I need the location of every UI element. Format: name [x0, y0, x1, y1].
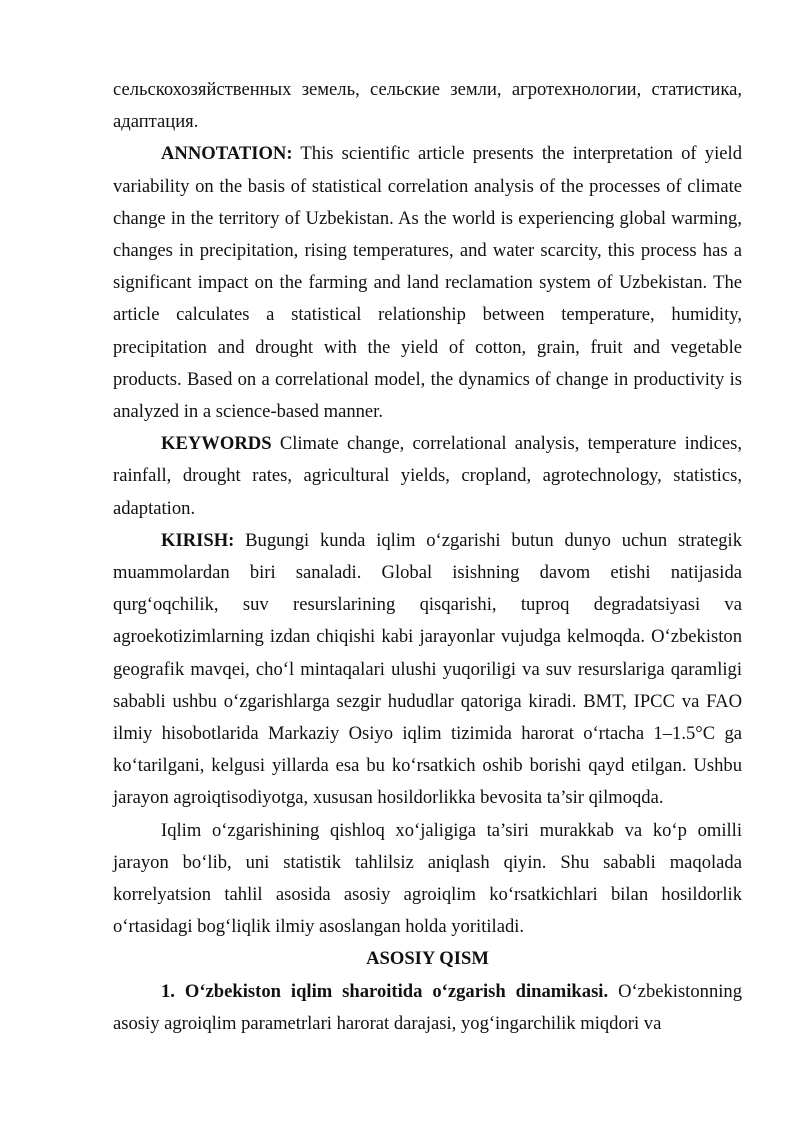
- kirish-text: Bugungi kunda iqlim o‘zgarishi butun dunyo uchun strategik muammolardan biri sanaladi. Global isishning davom etishi natijasida qurg‘oqchilik, suv resurslarining qisqarishi, tuproq degradatsiyasi va agroekotizimlarning izdan chiqishi kabi jarayonlar vujudga kelmoqda. O‘zbekiston geografik mavqei, cho‘l mintaqalari ulushi yuqoriligi va suv resurslariga qaramligi sababli ushbu o‘zgarishlarga sezgir hududlar qatoriga kiradi. BMT, IPCC va FAO ilmiy hisobotlarida Markaziy Osiyo iqlim tizimida harorat o‘rtacha 1–1.5°C ga ko‘tarilgani, kelgusi yillarda esa bu ko‘rsatkich oshib borishi qayd etilgan. Ushbu jarayon agroiqtisodiyotga, xususan hosildorlikka bevosita ta’sir qilmoqda.: [113, 529, 742, 809]
- kirish-paragraph: [113, 525, 742, 815]
- keywords-ru-continuation: сельскохозяйственных земель, сельские земли, агротехнологии, статистика, адаптация.: [113, 79, 742, 133]
- keywords-text: Climate change, correlational analysis, temperature indices, rainfall, drought rates, agricultural yields, cropland, agrotechnology, statistics, adaptation.: [113, 433, 742, 519]
- section-1-text: O‘zbekistonning asosiy agroiqlim parametrlari harorat darajasi, yog‘ingarchilik miqdori va: [113, 980, 743, 1034]
- keywords-paragraph: [113, 428, 742, 525]
- annotation-label: ANNOTATION:: [161, 143, 293, 165]
- document-page: [113, 74, 742, 1040]
- section-heading: ASOSIY QISM: [366, 948, 489, 970]
- body-paragraph: Iqlim o‘zgarishining qishloq xo‘jaligiga ta’siri murakkab va ko‘p omilli jarayon bo‘lib, uni statistik tahlilsiz aniqlash qiyin. Shu sababli maqolada korrelyatsion tahlil asosida asosiy agroiqlim ko‘rsatkichlari bilan hosildorlik o‘rtasidagi bog‘liqlik ilmiy asoslangan holda yoritiladi.: [113, 819, 742, 938]
- keywords-label: KEYWORDS: [161, 433, 272, 455]
- annotation-paragraph: [113, 138, 742, 428]
- kirish-label: KIRISH:: [161, 529, 235, 551]
- annotation-text: This scientific article presents the interpretation of yield variability on the basis of statistical correlation analysis of the processes of climate change in the territory of Uzbekistan. As the world is experiencing global warming, changes in precipitation, rising temperatures, and water scarcity, this process has a significant impact on the farming and land reclamation system of Uzbekistan. The article calculates a statistical relationship between temperature, humidity, precipitation and drought with the yield of cotton, grain, fruit and vegetable products. Based on a correlational model, the dynamics of change in productivity is analyzed in a science-based manner.: [113, 143, 742, 423]
- section-1-paragraph: [113, 976, 742, 1040]
- section-1-title: 1. O‘zbekiston iqlim sharoitida o‘zgarish dinamikasi.: [161, 980, 609, 1002]
